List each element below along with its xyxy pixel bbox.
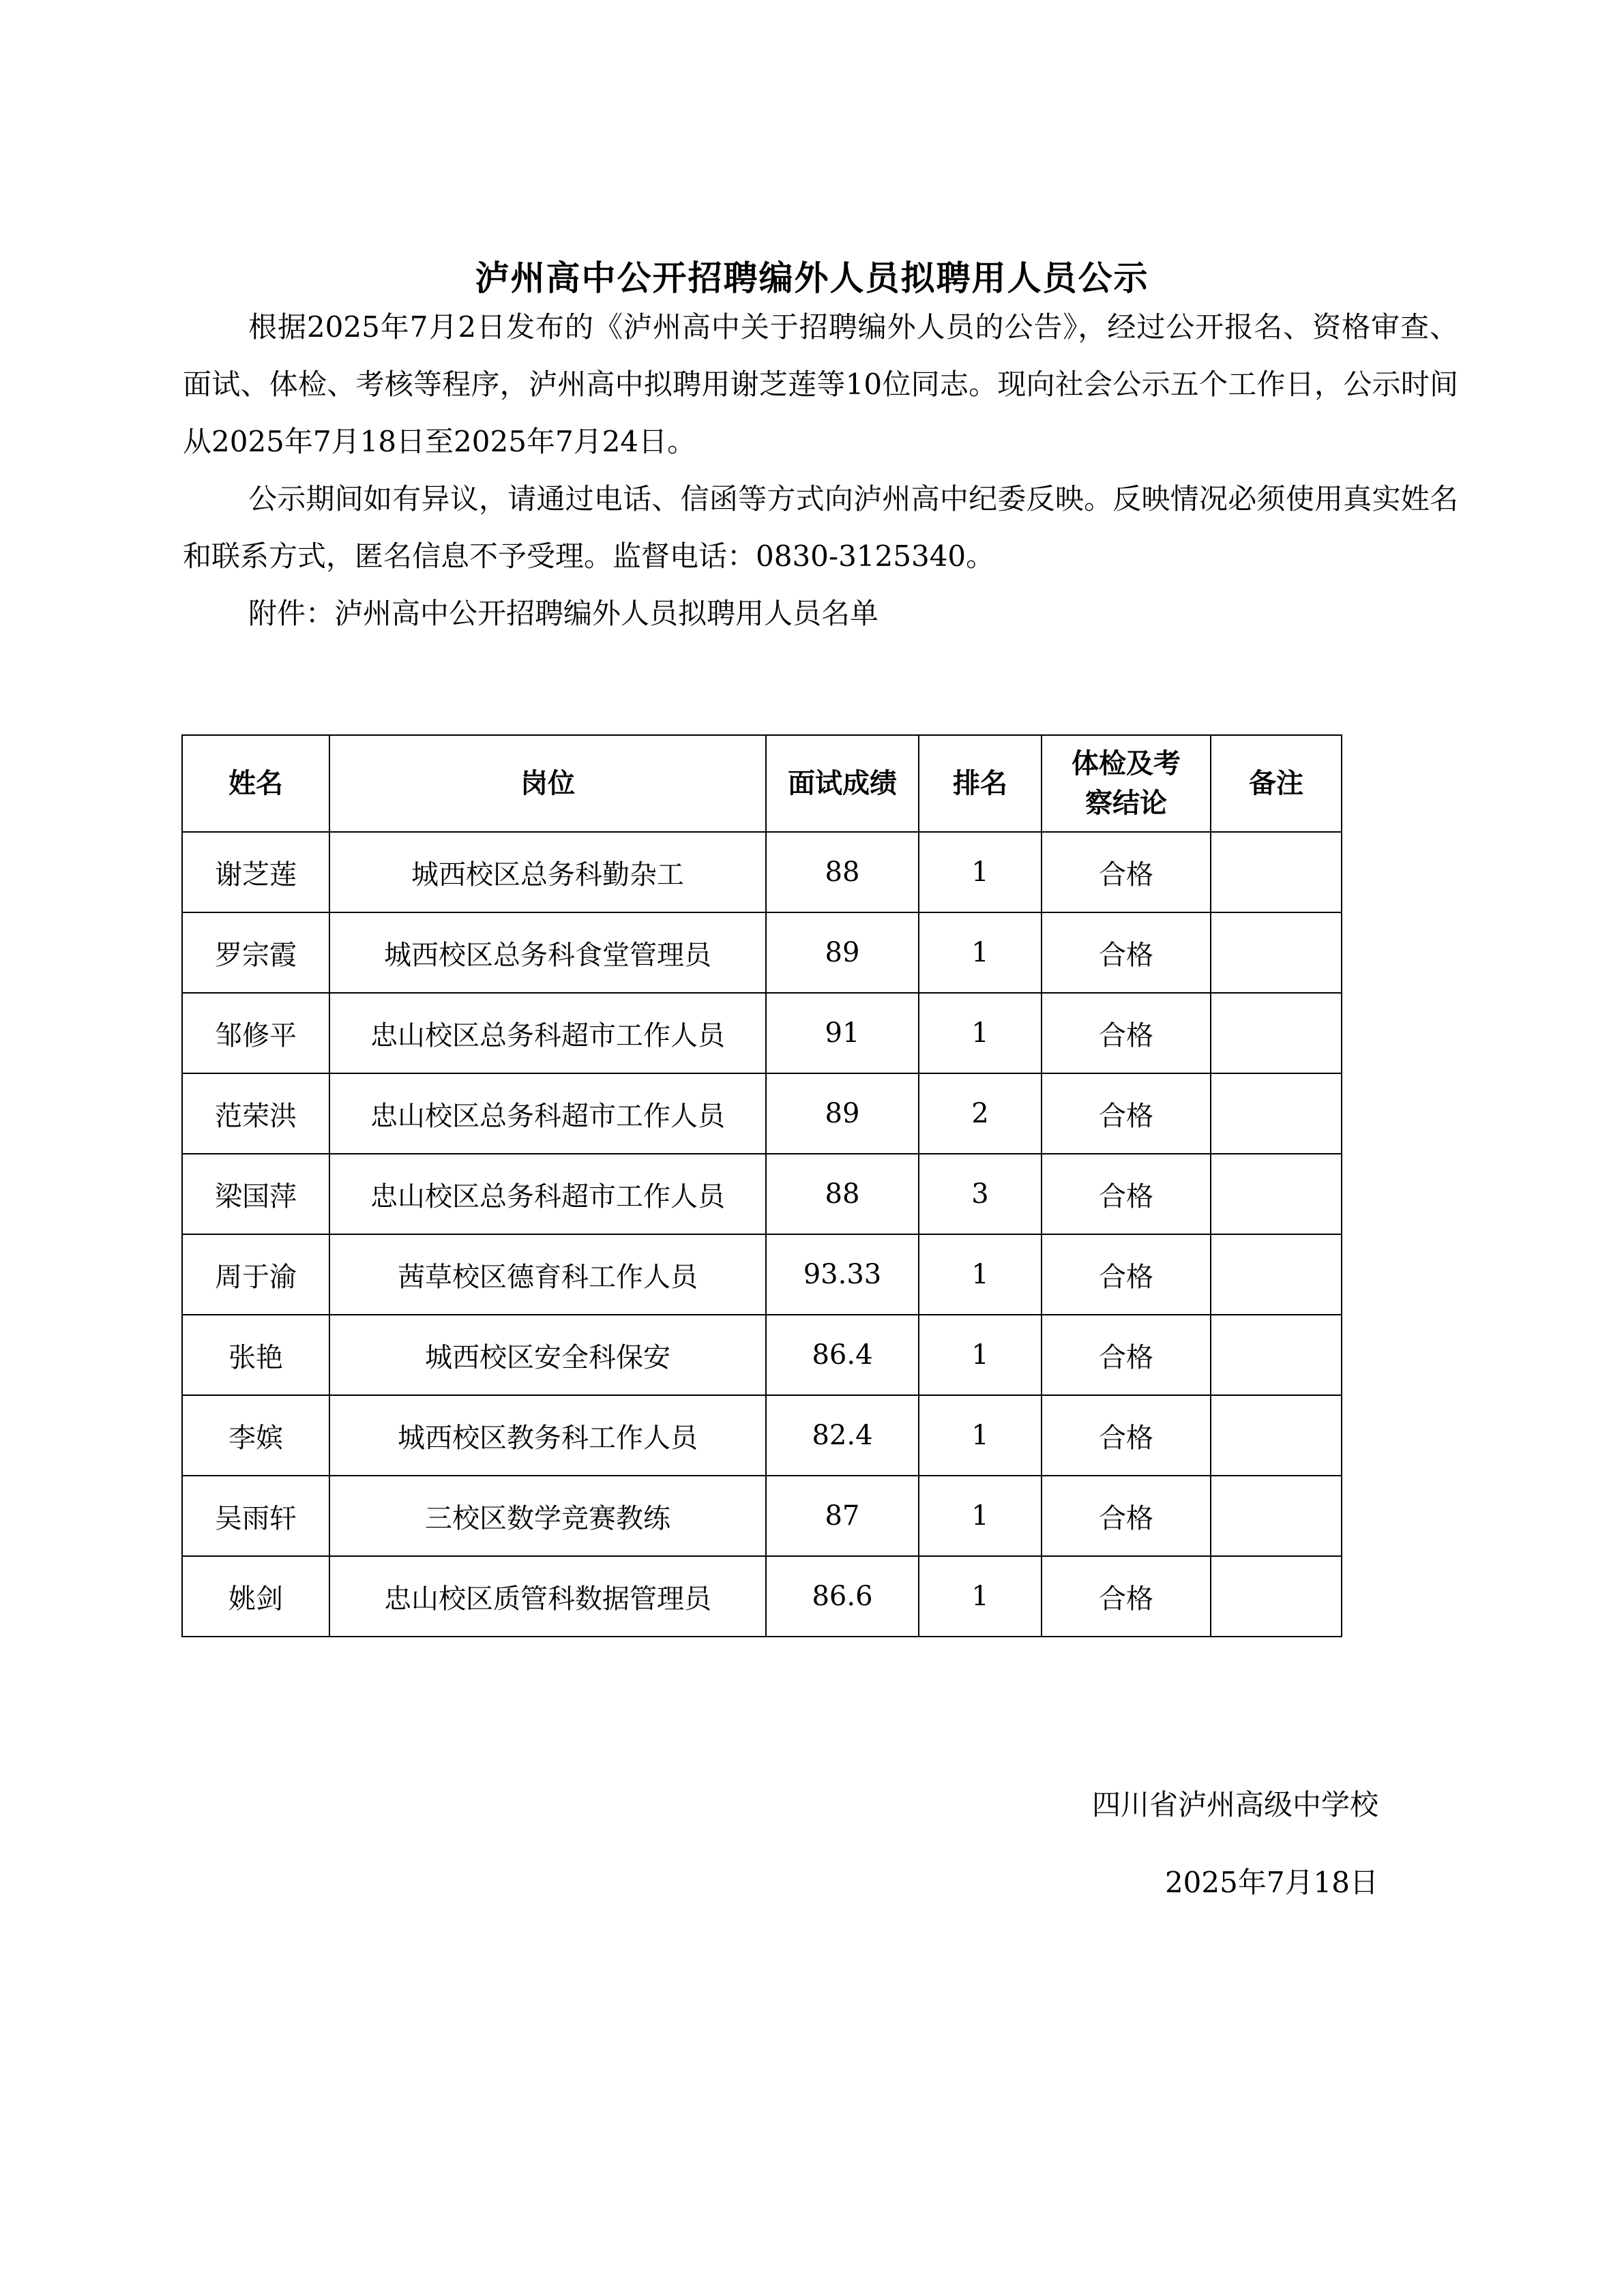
cell-rank: 1	[919, 1556, 1042, 1637]
header-remarks: 备注	[1211, 735, 1342, 832]
table-row	[182, 1154, 1342, 1234]
hire-list-table	[181, 734, 1342, 1637]
cell-position: 城西校区总务科勤杂工	[329, 832, 766, 912]
cell-name: 罗宗霞	[182, 912, 329, 993]
table-row	[182, 993, 1342, 1073]
table-header-row	[182, 735, 1342, 832]
cell-remarks	[1211, 912, 1342, 993]
cell-name: 范荣洪	[182, 1073, 329, 1154]
cell-remarks	[1211, 1154, 1342, 1234]
table-row	[182, 1315, 1342, 1395]
header-interview-score: 面试成绩	[766, 735, 919, 832]
cell-conclusion: 合格	[1042, 1234, 1211, 1315]
table-row	[182, 912, 1342, 993]
cell-position: 忠山校区总务科超市工作人员	[329, 1073, 766, 1154]
cell-conclusion: 合格	[1042, 993, 1211, 1073]
cell-score: 86.6	[766, 1556, 919, 1637]
cell-remarks	[1211, 1395, 1342, 1476]
cell-conclusion: 合格	[1042, 832, 1211, 912]
cell-remarks	[1211, 1234, 1342, 1315]
cell-position: 城西校区教务科工作人员	[329, 1395, 766, 1476]
cell-rank: 2	[919, 1073, 1042, 1154]
cell-name: 邹修平	[182, 993, 329, 1073]
cell-score: 88	[766, 1154, 919, 1234]
cell-remarks	[1211, 1476, 1342, 1556]
cell-rank: 3	[919, 1154, 1042, 1234]
attachment-line: 附件：泸州高中公开招聘编外人员拟聘用人员名单	[248, 597, 879, 630]
cell-position: 城西校区安全科保安	[329, 1315, 766, 1395]
cell-rank: 1	[919, 993, 1042, 1073]
cell-position: 三校区数学竞赛教练	[329, 1476, 766, 1556]
cell-score: 93.33	[766, 1234, 919, 1315]
cell-position: 城西校区总务科食堂管理员	[329, 912, 766, 993]
page-title: 泸州高中公开招聘编外人员拟聘用人员公示	[475, 258, 1149, 298]
cell-name: 姚剑	[182, 1556, 329, 1637]
table-row	[182, 832, 1342, 912]
objection-paragraph: 公示期间如有异议，请通过电话、信函等方式向泸州高中纪委反映。反映情况必须使用真实姓名和联系方式，匿名信息不予受理。监督电话：0830-3125340。	[183, 482, 1458, 573]
header-conclusion: 体检及考察结论	[1042, 735, 1211, 832]
cell-rank: 1	[919, 912, 1042, 993]
cell-score: 87	[766, 1476, 919, 1556]
cell-name: 吴雨轩	[182, 1476, 329, 1556]
cell-score: 89	[766, 912, 919, 993]
cell-conclusion: 合格	[1042, 1073, 1211, 1154]
cell-score: 88	[766, 832, 919, 912]
cell-conclusion: 合格	[1042, 912, 1211, 993]
cell-remarks	[1211, 1556, 1342, 1637]
cell-rank: 1	[919, 1234, 1042, 1315]
table-row	[182, 1234, 1342, 1315]
cell-score: 82.4	[766, 1395, 919, 1476]
cell-position: 茜草校区德育科工作人员	[329, 1234, 766, 1315]
cell-rank: 1	[919, 832, 1042, 912]
table-row	[182, 1556, 1342, 1637]
cell-conclusion: 合格	[1042, 1556, 1211, 1637]
cell-remarks	[1211, 1073, 1342, 1154]
cell-name: 李嫔	[182, 1395, 329, 1476]
header-name: 姓名	[182, 735, 329, 832]
cell-name: 梁国萍	[182, 1154, 329, 1234]
announcement-paragraph: 根据2025年7月2日发布的《泸州高中关于招聘编外人员的公告》，经过公开报名、资格审查、面试、体检、考核等程序，泸州高中拟聘用谢芝莲等10位同志。现向社会公示五个工作日，公示时间从2025年7月18日至2025年7月24日。	[183, 310, 1458, 458]
cell-score: 89	[766, 1073, 919, 1154]
cell-rank: 1	[919, 1476, 1042, 1556]
cell-position: 忠山校区质管科数据管理员	[329, 1556, 766, 1637]
table-row	[182, 1073, 1342, 1154]
header-rank: 排名	[919, 735, 1042, 832]
issue-date: 2025年7月18日	[1164, 1866, 1378, 1899]
cell-score: 91	[766, 993, 919, 1073]
cell-rank: 1	[919, 1315, 1042, 1395]
cell-score: 86.4	[766, 1315, 919, 1395]
cell-conclusion: 合格	[1042, 1476, 1211, 1556]
cell-rank: 1	[919, 1395, 1042, 1476]
cell-conclusion: 合格	[1042, 1395, 1211, 1476]
cell-conclusion: 合格	[1042, 1154, 1211, 1234]
header-position: 岗位	[329, 735, 766, 832]
cell-position: 忠山校区总务科超市工作人员	[329, 993, 766, 1073]
cell-name: 张艳	[182, 1315, 329, 1395]
cell-remarks	[1211, 1315, 1342, 1395]
cell-remarks	[1211, 832, 1342, 912]
cell-name: 谢芝莲	[182, 832, 329, 912]
table-row	[182, 1395, 1342, 1476]
table-row	[182, 1476, 1342, 1556]
cell-remarks	[1211, 993, 1342, 1073]
issuing-organization: 四川省泸州高级中学校	[1091, 1788, 1378, 1821]
cell-conclusion: 合格	[1042, 1315, 1211, 1395]
cell-position: 忠山校区总务科超市工作人员	[329, 1154, 766, 1234]
cell-name: 周于渝	[182, 1234, 329, 1315]
